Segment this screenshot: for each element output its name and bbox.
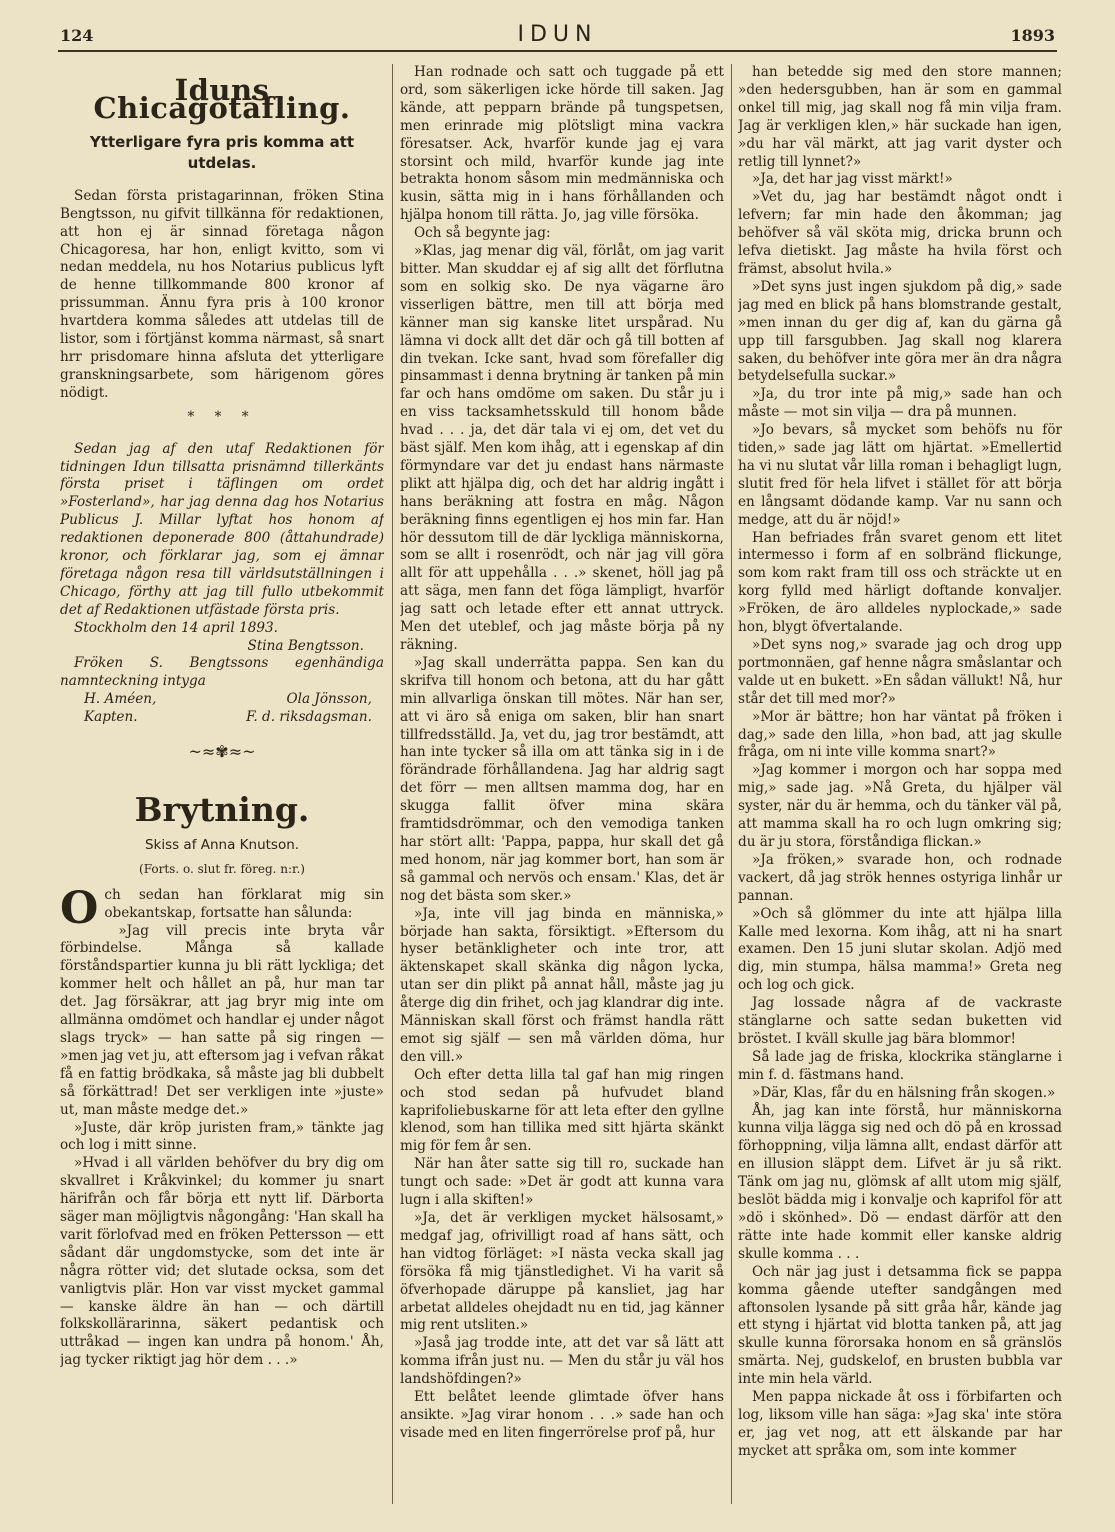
article-title: Iduns Chicagotäfling. — [93, 73, 351, 125]
story-paragraph: När han åter satte sig till ro, suckade han tungt och sade: »Det är godt att kunna vara lugn i alla skiften!» — [400, 1156, 724, 1209]
story-paragraph: han betedde sig med den store mannen; »den hedersgubben, han är som en gammal onkel till mig, jag skall nog få min vilja fram. Jag är verkligen klen,» här suckade han igen, »du har väl märkt, att jag varit dyster och retlig till lynnet?» — [738, 64, 1062, 170]
witness2-name: Ola Jönsson, — [286, 691, 372, 708]
story-column-1 — [60, 882, 384, 1370]
story-paragraph: ch sedan han förklarat mig sin obekantskap, fortsatte han sålunda: — [104, 886, 384, 921]
story-paragraph: »Jag skall underrätta pappa. Sen kan du skrifva till honom och betona, att du har gått min allvarliga önskan till mötes. När han ser, att vi äro så eniga om saken, blir han snart tillfredsställd. Ja, vet du, jag tror bestämdt, att han inte tycker så illa om att tänka sig in i de förändrade förhållandena. Jag har aldrig sagt det förr — men alltsen mamma dog, har en skugga fallit öfver mina skära framtidsdrömmar, och den vemodiga tanken har stört allt: 'Pappa, pappa, hur skall det gå med honom, när jag kommer bort, han som är så gammal och nervös och ensam.' Klas, det är nog det bästa som sker.» — [400, 654, 724, 904]
continuation-note: (Forts. o. slut fr. föreg. n:r.) — [139, 861, 305, 876]
story-paragraph: Så lade jag de friska, klockrika stänglarne i min f. d. fästmans hand. — [738, 1048, 1062, 1083]
story-paragraph: »Och så glömmer du inte att hjälpa lilla Kalle med lexorna. Kom ihåg, att ni ha snart examen. Den 15 juni slutar skolan. Adjö med dig, min stumpa, hälsa mamma!» Greta neg och log och gick. — [738, 905, 1062, 994]
story-paragraph: Och när jag just i detsamma fick se pappa komma gående utefter sandgången med aftonsolen lysande på sitt gråa hår, kände jag ett styng i hjärtat vid blotta tanken på, att jag skulle kunna förorsaka honom en så gränslös smärta. Nej, gudskelof, en brusten bubbla var inte min hela värld. — [738, 1263, 1062, 1388]
signature: Stina Bengtsson. — [247, 637, 364, 654]
story-paragraph: Jag lossade några af de vackraste stänglarne och satte sedan buketten vid bröstet. I kväll skulle jag bära blommor! — [738, 995, 1062, 1047]
story-paragraph: »Jo bevars, så mycket som behöfs nu för tiden,» sade jag lätt om hjärtat. »Emellertid ha vi nu slutat vår lilla roman i behagligt lugn, slutit fred för hela lifvet i stället för att börja en långsamt dödande kamp. Var nu sann och medge, att du är nöjd!» — [738, 422, 1062, 528]
story-paragraph: »Det syns nog,» svarade jag och drog upp portmonnäen, gaf henne några småslantar och valde ut en bukett. »En sådan vällukt! Nå, hur står det till med mor?» — [738, 637, 1062, 707]
ornament-divider: ~≈✾≈~ — [188, 742, 256, 762]
story-paragraph: »Vet du, jag har bestämdt något ondt i lefvern; far min hade den åkomman; jag behöfver så väl sköta mig, dricka brunn och lefva dietiskt. Jag måste ha hvila först och främst, absolut hvila.» — [738, 189, 1062, 277]
header-rule — [58, 50, 1057, 52]
column-divider — [731, 64, 732, 1504]
witness1-name: H. Améen, — [84, 691, 157, 708]
story-paragraph: »Juste, där kröp juristen fram,» tänkte jag och log i mitt sinne. — [60, 1119, 384, 1154]
dateline: Stockholm den 14 april 1893. — [74, 619, 278, 636]
story-paragraph: »Ja, det är verkligen mycket hälsosamt,» medgaf jag, ofrivilligt road af hans sätt, och han vidtog förläget: »I nästa vecka skall jag försöka få mig tjänstledighet. Vi ha varit så öfverhopade däruppe på kansliet, jag har arbetat alldeles ohejdadt nu en tid, jag känner mig rent utsliten.» — [400, 1210, 724, 1334]
story-paragraph: »Ja fröken,» svarade hon, och rodnade vackert, då jag strök hennes ostyriga linhår ur pannan. — [738, 851, 1062, 904]
year: 1893 — [1010, 26, 1055, 45]
masthead: IDUN — [517, 22, 598, 47]
column-1 — [60, 64, 384, 1514]
article-subtitle: Ytterligare fyra pris komma att utdelas. — [89, 132, 355, 172]
story-paragraph: »Jag kommer i morgon och har soppa med mig,» sade jag. »Nå Greta, du hjälper väl syster, när du är hemma, och du tänker väl på, att mamma skall ha ro och lugn omkring sig; du är ju stora, förståndiga flickan.» — [738, 762, 1062, 850]
story-paragraph: »Klas, jag menar dig väl, förlåt, om jag varit bitter. Man skuddar ej af sig allt det förflutna som en solkig sko. De nya vägarne äro visserligen bättre, men till att börja med känner man sig kanske litet urspårad. Nu lämna vi dock allt det där och gå till botten af din tvekan. Icke sant, hvad som förefaller dig pinsammast i denna brytning är tanken på min far och hans omdöme om saken. Du står ju i en viss tacksamhetsskuld till honom både hvad . . . ja, det där tala vi ej om, det vet du bäst själf. Men kom ihåg, att i egenskap af din förmyndare var det ju endast hans närmaste plikt att hjälpa dig, och det har aldrig ingått i hans beräkning att fostra en måg. Någon beräkning finns egentligen ej hos min far. Han hör dessutom till de där lyckliga människorna, som se allt i rosenrödt, och när jag vill göra allt för att uppehålla . . .» skenet, höll jag på att säga, men fann det föga lämpligt, hvarför jag satt och letade efter ett annat uttryck. Men det uteblef, och jag måste börja på ny räkning. — [400, 243, 724, 653]
story-paragraph: Och efter detta lilla tal gaf han mig ringen och stod sedan på hufvudet bland kaprifoliebuskarne för att leta efter den gyllne klenod, som han tillika med sitt hjärta skänkt mig för fem år sen. — [400, 1066, 724, 1155]
page-number: 124 — [60, 26, 94, 45]
story-paragraph: Han befriades från svaret genom ett litet intermesso i form af en solbränd flickunge, som kom rakt fram till oss och sträckte ut en korg fylld med härligt doftande konvaljer. »Fröken, de äro alldeles nyplockade,» sade hon, blygt öfvertalande. — [738, 529, 1062, 636]
story-paragraph: Han rodnade och satt och tuggade på ett ord, som säkerligen icke hörde till saken. Jag kände, att pepparn brände på tungspetsen, men erinrade mig plötsligt mina vackra föresatser. Ack, hvarför kunde jag ej vara storsint och mild, hvarför kunde jag inte betrakta honom såsom min medmänniska och kusin, sätta mig in i hans förhållanden och hjälpa honom till rätta. Jo, jag ville försöka. — [400, 64, 724, 224]
witness-intro: Fröken S. Bengtssons egenhändiga namnteckning intyga — [60, 655, 384, 690]
story-paragraph: Och så begynte jag: — [414, 225, 551, 242]
column-3 — [738, 64, 1062, 1514]
column-divider — [392, 64, 393, 1504]
story-paragraph: »Där, Klas, får du en hälsning från skogen.» — [752, 1084, 1056, 1101]
story-paragraph: »Ja, det har jag visst märkt!» — [752, 171, 953, 188]
story-paragraph: »Jaså jag trodde inte, att det var så lätt att komma ifrån just nu. — Men du står ju väl hos landshöfdingen?» — [400, 1335, 724, 1388]
story-paragraph: Åh, jag kan inte förstå, hur människorna kunna vilja lägga sig ned och dö på en krossad förhoppning, vilja lämna allt, endast därför att en illusion släppt dem. Lifvet är ju så rikt. Tänk om jag nu, glömsk af allt utom mig själf, beslöt bädda mig i konvalje och kaprifol för att »dö i skönhed». Dö — endast därför att den rätte inte hade kommit eller kanske aldrig skulle komma . . . — [738, 1102, 1062, 1262]
story-paragraph: Men pappa nickade åt oss i förbifarten och log, liksom ville han säga: »Jag ska' inte störa er, jag vet nog, att ett älskande par har mycket att språka om, som inte kommer — [738, 1389, 1062, 1459]
story-paragraph: »Jag vill precis inte bryta vår förbindelse. Många så kallade förståndspartier kunna ju bli rätt lyckliga; det kommer helt och hållet an på, hur man tar det. Jag försäkrar, att jag bryr mig inte om allmänna omdömet och handlar ej under något slags tryck» — han satte på sig ringen — »men jag vet ju, att eftersom jag i vefvan råkat få en fattig brödkaka, så måste jag bli dubbelt så förkättrad! Det ser verkligen inte »juste» ut, man måste medge det.» — [60, 922, 384, 1118]
witness1-title: Kapten. — [84, 709, 138, 726]
page-header — [30, 22, 1085, 52]
story-paragraph: »Det syns just ingen sjukdom på dig,» sade jag med en blick på hans blomstrande gestalt, »men innan du ger dig af, kan du gärna gå upp till farsgubben. Jag skall nog klarera saken, du behöfver inte göra mer än dra några betydelsefulla suckar.» — [738, 278, 1062, 385]
story-paragraph: Ett belåtet leende glimtade öfver hans ansikte. »Jag virar honom . . .» sade han och visade med en liten fingerrörelse prof på, hur — [400, 1389, 724, 1441]
article-paragraph: Sedan första pristagarinnan, fröken Stina Bengtsson, nu gifvit tillkänna för redaktionen, att hon ej är sinnad företaga någon Chicagoresa, har hon, enligt kvitto, som vi nedan meddela, nu hos Notarius publicus lyft de henne tillkommande 800 kronor af prissumman. Ännu fyra pris à 100 kronor hvartdera komma således att utdelas till de listor, som i förtjänst komma närmast, så snart hrr prisdomare hinna afsluta det ytterligare granskningsarbete, som härigenom göres nödigt. — [60, 187, 384, 401]
section-separator: * * * — [187, 408, 257, 425]
witness-titles — [60, 709, 384, 727]
witness2-title: F. d. riksdagsman. — [246, 709, 372, 726]
story-paragraph: »Mor är bättre; hon har väntat på fröken i dag,» sade den lilla, »hon bad, att jag skulle fråga, om ni inte ville komma snart?» — [738, 708, 1062, 761]
story-paragraph: »Ja, du tror inte på mig,» sade han och måste — mot sin vilja — dra på munnen. — [738, 386, 1062, 421]
story-paragraph: »Ja, inte vill jag binda en människa,» började han sakta, försiktigt. »Eftersom du hyser betänkligheter och inte tror, att äktenskapet skall skänka dig någon lycka, utan ser din plikt på annat håll, måste jag ju återge dig din frihet, och jag klandrar dig inte. Människan skall först och främst handla rätt emot sig själf — sen må världen döma, hur den vill.» — [400, 905, 724, 1065]
drop-cap: O — [60, 882, 99, 934]
story-title: Brytning. — [134, 790, 310, 829]
column-2 — [400, 64, 724, 1514]
story-paragraph: »Hvad i all världen behöfver du bry dig om skvallret i Kråkvinkel; du kommer ju snart härifrån och får börja ett nytt lif. Därborta säger man möjligtvis någongång: 'Han skall ha varit förlofvad med en fröken Pettersson — ett sådant där ungdomstycke, som det inte är några rötter vid; det slutade ocksa, som det vanligtvis plär. Hon var visst mycket gammal — kanske äldre än han — och därtill folkskollärarinna, säkert pedantisk och uttråkad — ingen kan undra på honom.' Åh, jag tycker riktigt jag hör dem . . .» — [60, 1155, 384, 1369]
story-byline: Skiss af Anna Knutson. — [144, 836, 300, 853]
witness-names — [60, 691, 384, 709]
receipt-statement: Sedan jag af den utaf Redaktionen för tidningen Idun tillsatta prisnämnd tillerkänts första priset i täflingen om ordet »Fosterland», har jag denna dag hos Notarius Publicus J. Millar lyftat hos honom af redaktionen deponerade 800 (åttahundrade) kronor, och förklarar jag, som ej ämnar företaga någon resa till världsutställningen i Chicago, förthy att jag till fullo utbekommit det af Redaktionen utfästade första pris. — [60, 440, 384, 618]
